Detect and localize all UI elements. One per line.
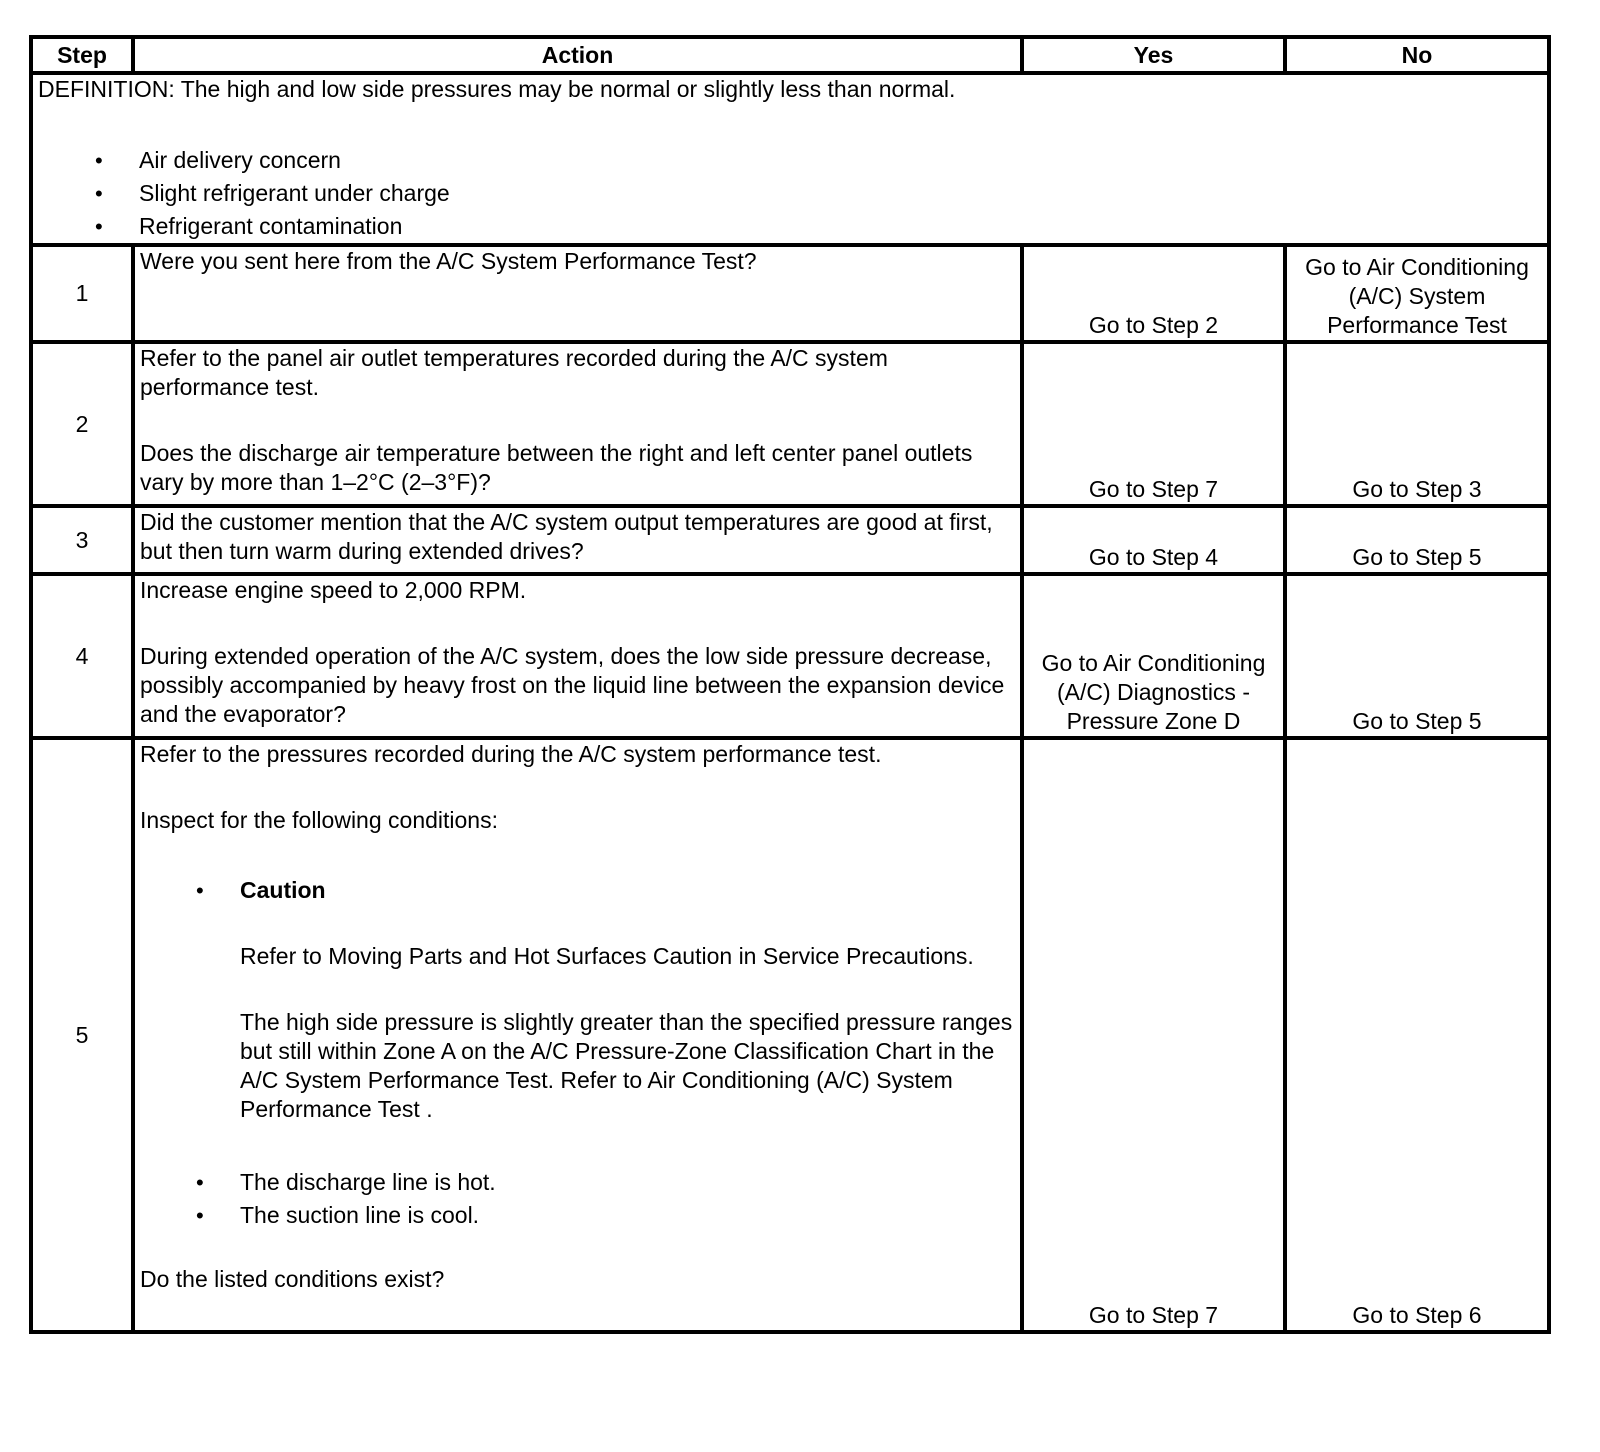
action-cell [133,574,1022,738]
step-number: 2 [31,342,133,506]
yes-result: Go to Step 7 [1022,738,1285,1332]
table-row [31,574,1549,738]
header-yes: Yes [1022,37,1285,73]
definition-text: DEFINITION: The high and low side pressures may be normal or slightly less than normal. [38,76,956,102]
no-result: Go to Step 5 [1285,574,1549,738]
step-number: 5 [31,738,133,1332]
action-cell [133,245,1022,342]
no-result: Go to Step 3 [1285,342,1549,506]
list-item: • The suction line is cool. [240,1199,1015,1232]
action-cell [133,342,1022,506]
yes-result: Go to Air Conditioning (A/C) Diagnostics - Pressure Zone D [1022,574,1285,738]
header-step: Step [31,37,133,73]
table-row [31,506,1549,574]
caution-title: • Caution [240,877,326,903]
list-item: • The discharge line is hot. [240,1166,1015,1199]
no-result: Go to Step 5 [1285,506,1549,574]
step-number: 1 [31,245,133,342]
header-no: No [1285,37,1549,73]
header-row [31,37,1549,73]
yes-result: Go to Step 7 [1022,342,1285,506]
definition-cell [31,73,1549,245]
header-action: Action [133,37,1022,73]
condition-text: The high side pressure is slightly greater than the specified pressure ranges but still within Zone A on the A/C Pressure-Zone Classification Chart in the A/C System Performance Test. Refer to Air Conditioning (A/C) System Performance Test . [240,1009,1013,1122]
conditions-list [240,1166,1015,1232]
yes-result: Go to Step 2 [1022,245,1285,342]
action-text: Refer to the pressures recorded during the A/C system performance test. [140,741,882,767]
action-cell [133,506,1022,574]
action-question: Do the listed conditions exist? [140,1266,445,1292]
action-text: Increase engine speed to 2,000 RPM. [140,577,527,603]
diagnostic-table [29,35,1551,1334]
definition-item: • Refrigerant contamination [139,210,1542,243]
table-row [31,245,1549,342]
action-question: During extended operation of the A/C system, does the low side pressure decrease, possibly accompanied by heavy frost on the liquid line between the expansion device and the evaporator? [140,643,1005,727]
yes-result: Go to Step 4 [1022,506,1285,574]
action-text: Were you sent here from the A/C System Performance Test? [140,248,757,274]
step-number: 4 [31,574,133,738]
table-row [31,738,1549,1332]
no-result: Go to Step 6 [1285,738,1549,1332]
caution-text: Refer to Moving Parts and Hot Surfaces Caution in Service Precautions. [240,943,974,969]
definition-row [31,73,1549,245]
action-cell [133,738,1022,1332]
action-text: Inspect for the following conditions: [140,807,498,833]
definition-item: • Air delivery concern [139,144,1542,177]
definition-list [139,144,1542,243]
list-item [240,876,1015,1124]
table-row [31,342,1549,506]
definition-item: • Slight refrigerant under charge [139,177,1542,210]
conditions-list [240,876,1015,1124]
action-text: Refer to the panel air outlet temperatures recorded during the A/C system performance test. [140,345,888,400]
no-result: Go to Air Conditioning (A/C) System Performance Test [1285,245,1549,342]
step-number: 3 [31,506,133,574]
action-question: Does the discharge air temperature between the right and left center panel outlets vary by more than 1–2°C (2–3°F)? [140,440,973,495]
action-question: Did the customer mention that the A/C system output temperatures are good at first, but then turn warm during extended drives? [140,509,993,564]
